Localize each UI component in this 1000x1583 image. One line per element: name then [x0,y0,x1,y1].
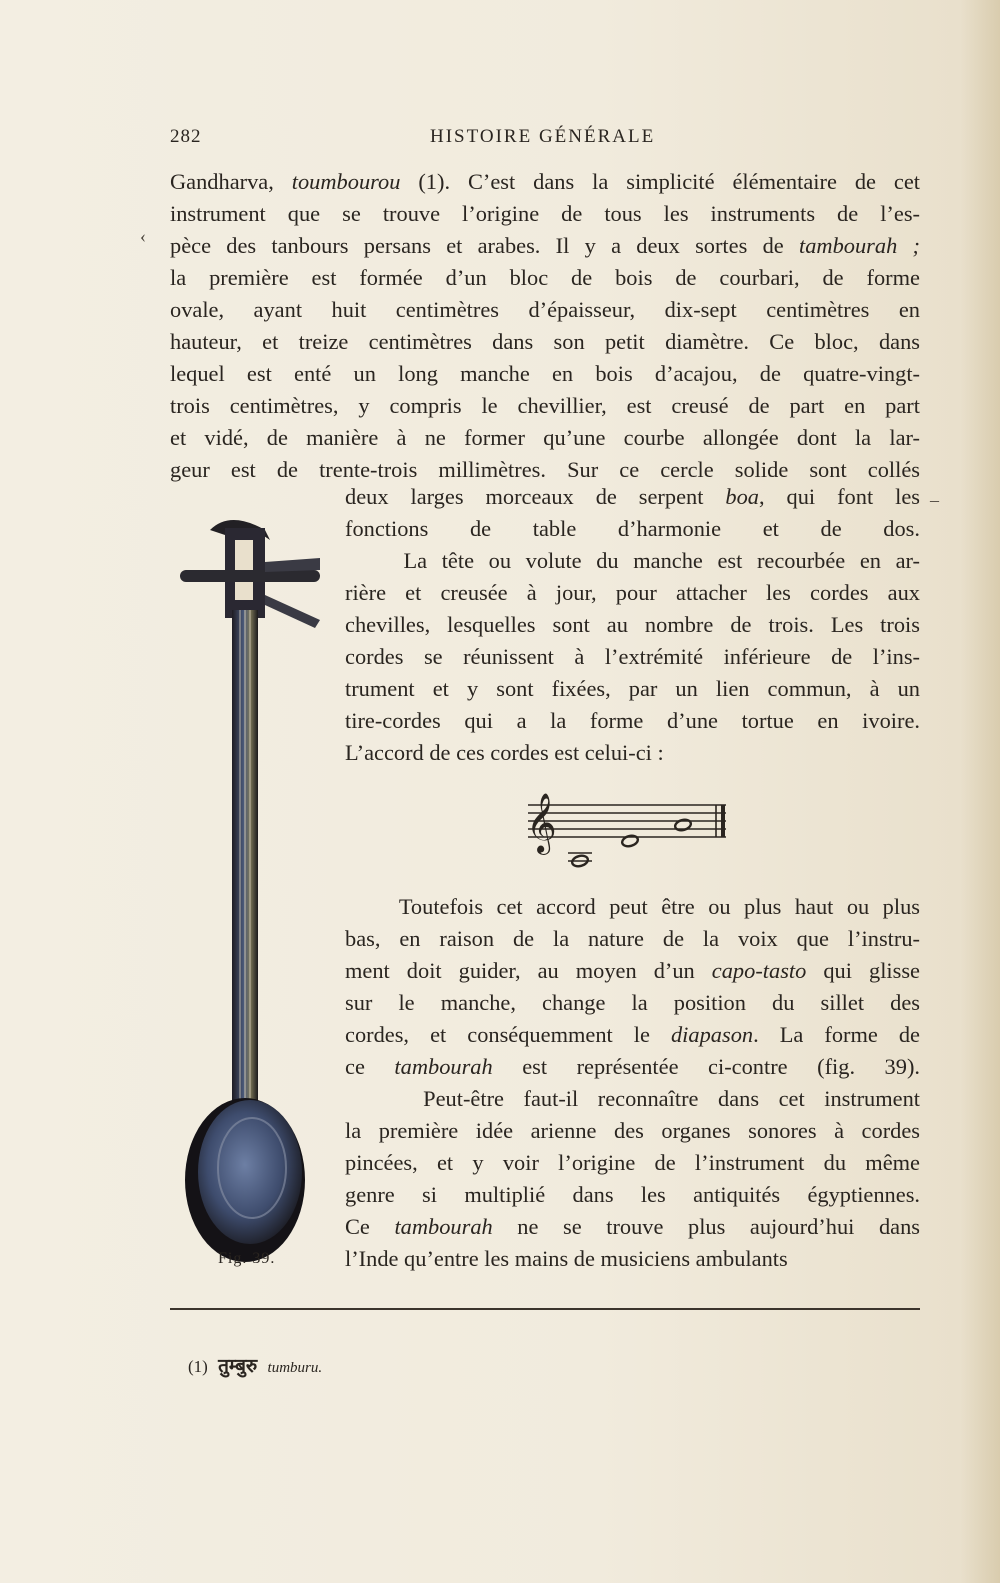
running-header [170,126,920,156]
page-number: 282 [170,126,202,147]
text-line: trois centimètres, y compris le chevillier, est creusé de part en part [170,393,920,418]
margin-mark: ‹ [140,226,146,246]
text-line: l’Inde qu’entre les mains de musiciens ambulants [345,1246,788,1271]
text-line: cordes, et conséquemment le diapason. La forme de [345,1022,920,1047]
text-line: ovale, ayant huit centimètres d’épaisseur, dix-sept centimètres en [170,297,920,322]
figure-caption: Fig. 39. [218,1250,276,1267]
text-line: la première idée arienne des organes sonores à cordes [345,1118,920,1143]
text-line: sur le manche, change la position du sillet des [345,990,920,1015]
text-line: genre si multiplié dans les antiquités égyptiennes. [345,1182,920,1207]
text-line: deux larges morceaux de serpent boa, qui font les [345,484,920,509]
musical-staff [520,790,740,870]
text-line: Peut-être faut-il reconnaître dans cet instrument [345,1086,920,1111]
footnote-marker: (1) [188,1357,208,1376]
text-line: cordes se réunissent à l’extrémité inférieure de l’ins- [345,644,920,669]
text-line: bas, en raison de la nature de la voix que l’instru- [345,926,920,951]
text-line: chevilles, lesquelles sont au nombre de trois. Les trois [345,612,920,637]
text-line: hauteur, et treize centimètres dans son petit diamètre. Ce bloc, dans [170,329,920,354]
text-line: tire-cordes qui a la forme d’une tortue en ivoire. [345,708,920,733]
running-title: HISTOIRE GÉNÉRALE [430,126,656,147]
text-line: fonctions de table d’harmonie et de dos. [345,516,920,541]
text-line: lequel est enté un long manche en bois d’acajou, de quatre-vingt- [170,361,920,386]
text-line: L’accord de ces cordes est celui-ci : [345,740,664,765]
text-line: la première est formée d’un bloc de bois de courbari, de forme [170,265,920,290]
text-line: geur est de trente-trois millimètres. Sur ce cercle solide sont collés [170,457,920,482]
text-line: instrument que se trouve l’origine de tous les instruments de l’es- [170,201,920,226]
text-line: ment doit guider, au moyen d’un capo-tasto qui glisse [345,958,920,983]
text-line: Ce tambourah ne se trouve plus aujourd’hui dans [345,1214,920,1239]
tambourah-illustration [170,500,330,1270]
footnote-separator [170,1308,920,1310]
text-line: pèce des tanbours persans et arabes. Il y a deux sortes de tambourah ; [170,233,920,258]
text-line: Toutefois cet accord peut être ou plus haut ou plus [345,894,920,919]
treble-clef-icon: 𝄞 [526,793,557,853]
margin-mark: – [930,490,939,510]
footnote-devanagari: तुम्बुरु [218,1355,258,1377]
text-line: ce tambourah est représentée ci-contre (fig. 39). [345,1054,920,1079]
text-line: et vidé, de manière à ne former qu’une courbe allongée dont la lar- [170,425,920,450]
footnote-transliteration: tumburu. [267,1360,323,1376]
text-line: pincées, et y voir l’origine de l’instrument du même [345,1150,920,1175]
text-line: Gandharva, toumbourou (1). C’est dans la simplicité élémentaire de cet [170,169,920,194]
text-line: trument et y sont fixées, par un lien commun, à un [345,676,920,701]
text-line: rière et creusée à jour, pour attacher les cordes aux [345,580,920,605]
text-line: La tête ou volute du manche est recourbée en ar- [345,548,920,573]
footnote [188,1352,322,1378]
